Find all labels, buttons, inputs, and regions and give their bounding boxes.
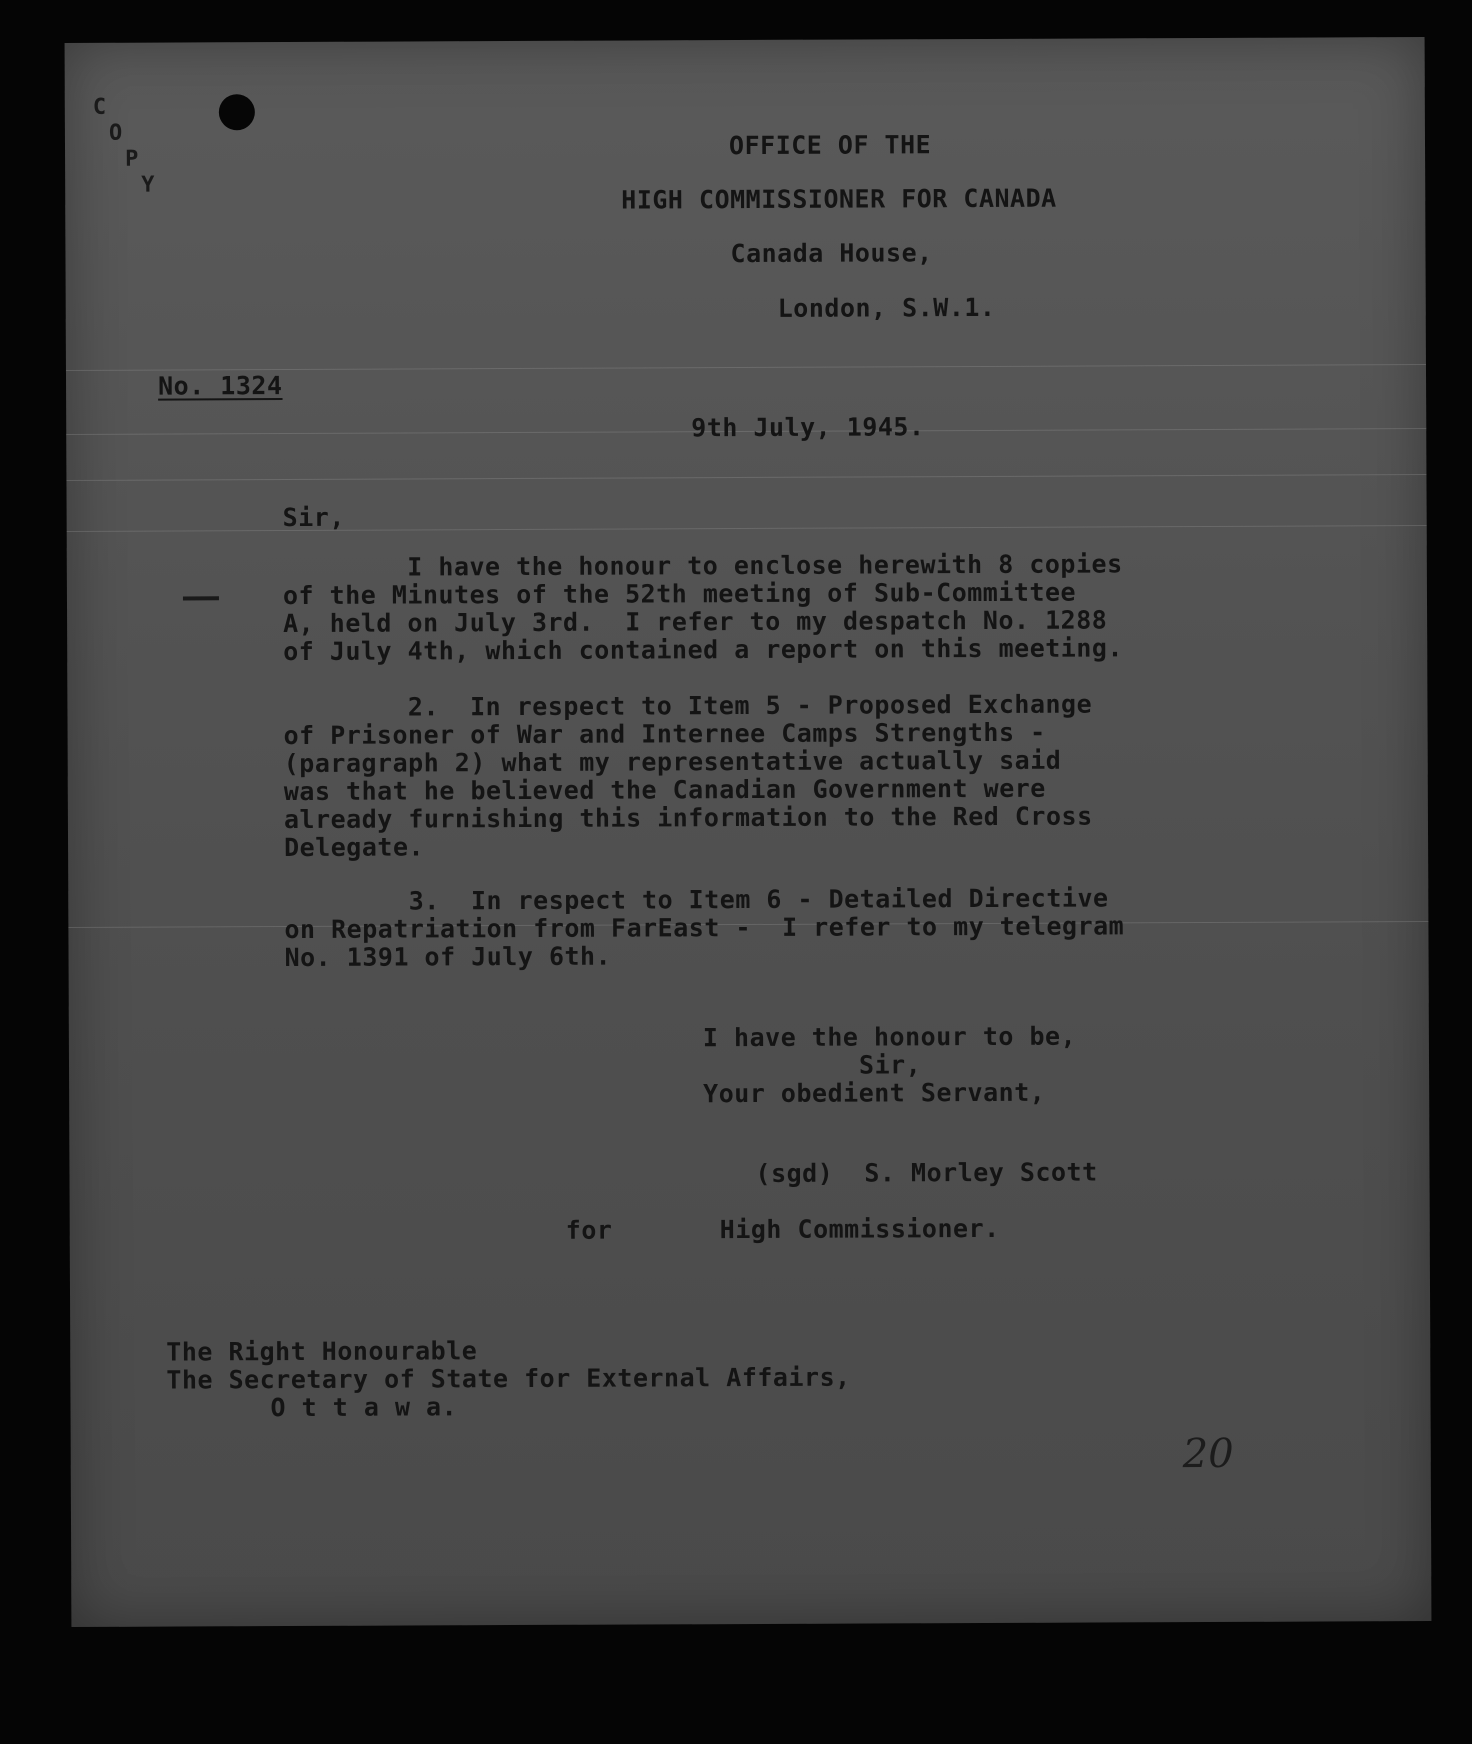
paragraph-line: 2. In respect to Item 5 - Proposed Exchange [283, 689, 1093, 723]
letterhead-title: HIGH COMMISSIONER FOR CANADA [621, 183, 1057, 215]
paragraph-line: (paragraph 2) what my representative actually said [283, 745, 1062, 779]
addressee-line: O t t a w a. [270, 1392, 458, 1423]
paragraph-line: of Prisoner of War and Internee Camps Strengths - [283, 717, 1046, 751]
letterhead-building: Canada House, [730, 238, 933, 269]
signature-title: High Commissioner. [719, 1213, 1000, 1245]
copy-mark-letter: O [108, 120, 123, 146]
copy-mark-letter: P [125, 146, 139, 172]
scan-artifact-line [66, 364, 1426, 371]
paragraph-line: Delegate. [284, 832, 425, 863]
scan-artifact-line [66, 474, 1426, 481]
copy-mark-letter: C [92, 94, 107, 120]
letter-date: 9th July, 1945. [691, 412, 925, 443]
closing-line: Sir, [858, 1050, 922, 1080]
paragraph-line: No. 1391 of July 6th. [284, 941, 612, 973]
paragraph-line: A, held on July 3rd. I refer to my despatch No. 1288 [283, 605, 1108, 639]
addressee-line: The Secretary of State for External Affairs, [166, 1362, 851, 1395]
paragraph-line: on Repatriation from FarEast - I refer to my telegram [284, 911, 1125, 945]
margin-mark [183, 596, 219, 600]
letterhead-city: London, S.W.1. [777, 292, 996, 323]
scan-artifact-line [67, 525, 1427, 532]
paragraph-line: of July 4th, which contained a report on this meeting. [283, 633, 1124, 667]
paragraph-line: 3. In respect to Item 6 - Detailed Directive [284, 883, 1109, 917]
paragraph-line: of the Minutes of the 52th meeting of Sub-Committee [282, 577, 1077, 611]
punch-hole [219, 94, 255, 130]
handwritten-page-mark [1179, 1423, 1269, 1479]
document-page [65, 37, 1432, 1627]
paragraph-line: already furnishing this information to the Red Cross [283, 801, 1093, 835]
signature-for: for [565, 1215, 613, 1245]
signature: (sgd) S. Morley Scott [755, 1157, 1098, 1188]
paragraph-line: I have the honour to enclose herewith 8 copies [282, 549, 1123, 583]
paragraph-line: was that he believed the Canadian Government were [283, 773, 1046, 807]
closing-line: I have the honour to be, [702, 1021, 1077, 1053]
letterhead-office: OFFICE OF THE [728, 130, 932, 161]
page-mark-text: 20 [1182, 1430, 1234, 1478]
closing-line: Your obedient Servant, [703, 1077, 1046, 1109]
copy-mark-letter: Y [141, 172, 155, 198]
salutation: Sir, [282, 502, 345, 533]
addressee-line: The Right Honourable [166, 1336, 478, 1367]
reference-number: No. 1324 [157, 371, 283, 401]
